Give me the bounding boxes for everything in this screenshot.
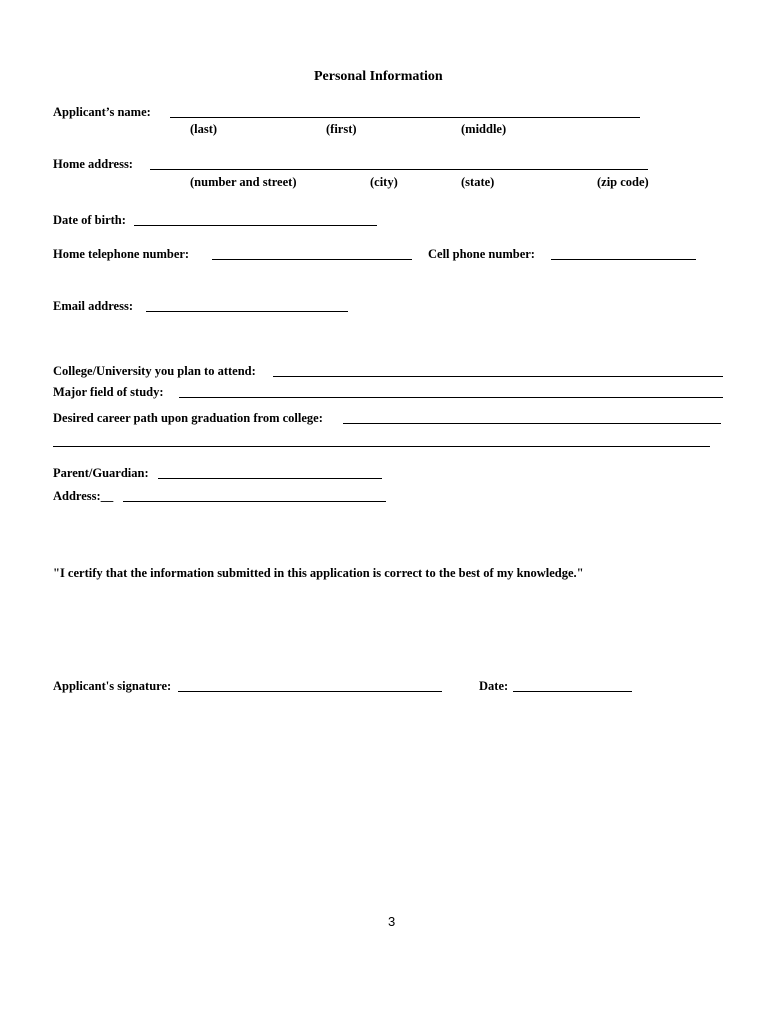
applicant-name-label: Applicant’s name: [53,105,151,119]
dob-field[interactable] [134,225,377,226]
signature-label: Applicant's signature: [53,679,172,693]
signature-field[interactable] [178,691,442,692]
applicant-name-middle-caption: (middle) [461,122,507,136]
career-field[interactable] [343,423,721,424]
page-number: 3 [388,914,396,929]
career-field-continued[interactable] [53,446,710,447]
major-field[interactable] [179,397,723,398]
applicant-name-last-caption: (last) [190,122,218,136]
home-phone-field[interactable] [212,259,412,260]
email-field[interactable] [146,311,348,312]
email-label: Email address: [53,299,133,313]
home-address-state-caption: (state) [461,175,495,189]
parent-address-field[interactable] [123,501,386,502]
career-label: Desired career path upon graduation from college: [53,411,323,425]
parent-guardian-field[interactable] [158,478,382,479]
dob-label: Date of birth: [53,213,126,227]
certification-statement: "I certify that the information submitted in this application is correct to the best of my knowledge." [53,566,584,580]
home-phone-label: Home telephone number: [53,247,190,261]
page-title: Personal Information [314,69,443,84]
cell-phone-label: Cell phone number: [428,247,535,261]
college-field[interactable] [273,376,723,377]
major-label: Major field of study: [53,385,164,399]
cell-phone-field[interactable] [551,259,696,260]
parent-guardian-label: Parent/Guardian: [53,466,149,480]
home-address-zip-caption: (zip code) [597,175,649,189]
applicant-name-field[interactable] [170,117,640,118]
home-address-city-caption: (city) [370,175,398,189]
parent-address-label: Address:__ [53,489,114,503]
home-address-field[interactable] [150,169,648,170]
date-field[interactable] [513,691,632,692]
home-address-street-caption: (number and street) [190,175,297,189]
date-label: Date: [479,679,509,693]
home-address-label: Home address: [53,157,133,171]
college-label: College/University you plan to attend: [53,364,256,378]
applicant-name-first-caption: (first) [326,122,357,136]
